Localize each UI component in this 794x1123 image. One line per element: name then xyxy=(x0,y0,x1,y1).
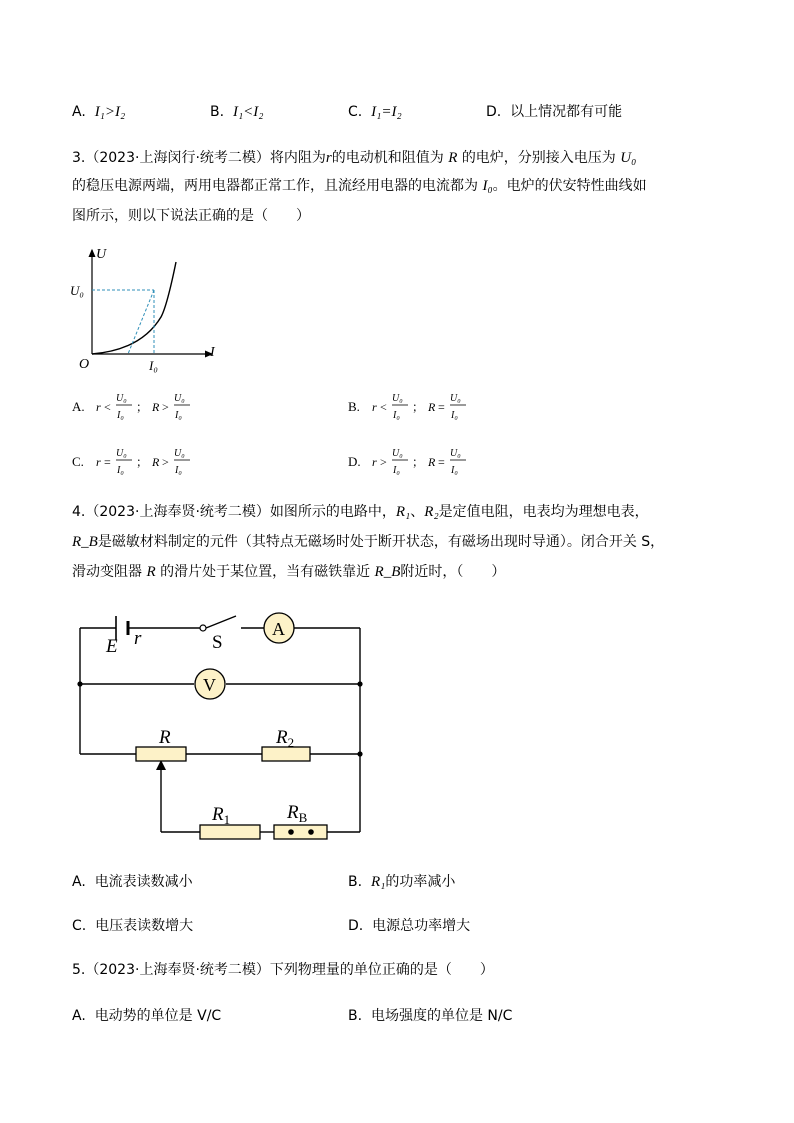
var-r2: R₂ xyxy=(424,504,439,520)
svg-text:I₀: I₀ xyxy=(117,465,124,476)
q4-stem-line-2 xyxy=(72,532,664,552)
svg-text:；: ； xyxy=(412,400,425,414)
q5-stem xyxy=(72,960,494,980)
option-label: B. xyxy=(348,1008,363,1024)
var-U0: U₀ xyxy=(620,150,637,166)
var-I0: I₀ xyxy=(482,178,493,194)
svg-text:r: r xyxy=(96,455,101,469)
q3-iv-graph xyxy=(66,242,226,377)
svg-text:；: ； xyxy=(412,455,425,469)
u0-label: U₀ xyxy=(70,283,84,298)
svg-text:>: > xyxy=(162,400,169,414)
option-text: 的功率减小 xyxy=(385,874,456,890)
option-text: 以上情况都有可能 xyxy=(510,104,623,120)
svg-text:=: = xyxy=(438,400,445,414)
q3-option-a xyxy=(72,393,190,421)
resistor-R2 xyxy=(262,747,310,761)
svg-text:U₀: U₀ xyxy=(116,448,127,459)
switch-blade xyxy=(206,616,236,628)
option-text: 电压表读数增大 xyxy=(95,918,194,934)
q5-option-b xyxy=(348,1006,512,1026)
svg-text:U₀: U₀ xyxy=(174,393,185,404)
stem-text: 的稳压电源两端，两用电器都正常工作，且流经用电器的电流都为 xyxy=(72,178,478,194)
voltmeter-label: V xyxy=(203,675,216,695)
svg-text:R: R xyxy=(152,400,160,414)
rb-dot xyxy=(288,829,294,835)
option-label: A. xyxy=(72,1008,86,1024)
svg-text:r: r xyxy=(96,400,101,414)
stem-text: 。电炉的伏安特性曲线如 xyxy=(492,178,647,194)
var-rb: R_B xyxy=(72,534,98,550)
svg-text:I₀: I₀ xyxy=(451,410,458,421)
i0-label: I₀ xyxy=(149,358,158,373)
question-number: 5. xyxy=(72,962,86,978)
stem-text: 是磁敏材料制定的元件（其特点无磁场时处于断开状态，有磁场出现时导通）。闭合开关 S， xyxy=(97,534,665,550)
svg-text:A.: A. xyxy=(72,399,85,414)
option-label: A. xyxy=(72,874,86,890)
var-r1: R₁ xyxy=(370,874,386,890)
q2-option-b xyxy=(210,102,264,122)
svg-text:U₀: U₀ xyxy=(450,393,461,404)
svg-text:<: < xyxy=(104,400,111,414)
y-axis-label: U xyxy=(96,247,107,262)
option-text: 电动势的单位是 V/C xyxy=(94,1008,222,1024)
stem-text: 将内阻为 xyxy=(269,150,326,166)
label-E: E xyxy=(106,636,118,657)
question-source: （2023·上海奉贤·统考二模） xyxy=(85,504,270,520)
stem-text: 是定值电阻，电表均为理想电表， xyxy=(438,504,649,520)
option-label: D. xyxy=(486,104,502,120)
option-text: I₁>I₂ xyxy=(94,104,126,120)
q2-option-c xyxy=(348,102,402,122)
option-text: 电源总功率增大 xyxy=(372,918,471,934)
question-source: （2023·上海闵行·统考二模） xyxy=(85,150,270,166)
q4-option-b xyxy=(348,872,455,892)
option-text: I₁=I₂ xyxy=(371,104,402,120)
svg-text:<: < xyxy=(380,400,387,414)
svg-text:U₀: U₀ xyxy=(450,448,461,459)
resistor-R1 xyxy=(200,825,260,839)
option-text: I₁<I₂ xyxy=(232,104,264,120)
stem-text: 滑动变阻器 xyxy=(72,564,142,580)
svg-text:=: = xyxy=(104,455,111,469)
option-label: C. xyxy=(72,918,87,934)
q3-stem-line-1 xyxy=(72,148,636,168)
q4-option-d xyxy=(348,916,470,936)
svg-text:I₀: I₀ xyxy=(393,410,400,421)
var-R: R xyxy=(448,150,458,166)
junction-dot xyxy=(77,681,82,686)
label-r: r xyxy=(134,628,142,649)
rb-dot xyxy=(308,829,314,835)
ammeter-label: A xyxy=(272,619,285,639)
magnetic-sensor-RB xyxy=(274,825,327,839)
stem-text: 附近时，（ ） xyxy=(400,564,506,580)
q4-option-a xyxy=(72,872,193,892)
var-rb: R_B xyxy=(374,564,401,580)
option-label: A. xyxy=(72,104,86,120)
label-R: R xyxy=(159,727,171,748)
stem-text: 的电炉，分别接入电压为 xyxy=(461,150,616,166)
svg-text:r: r xyxy=(372,400,377,414)
q4-option-c xyxy=(72,916,193,936)
origin-label: O xyxy=(79,357,90,372)
option-label: C. xyxy=(348,104,363,120)
svg-text:r: r xyxy=(372,455,377,469)
stem-text: 、 xyxy=(410,504,425,520)
label-R2: $R_2$ xyxy=(276,727,295,750)
svg-text:>: > xyxy=(162,455,169,469)
q4-stem-line-1 xyxy=(72,502,649,522)
rheostat-R xyxy=(136,747,186,761)
svg-text:>: > xyxy=(380,455,387,469)
svg-text:=: = xyxy=(438,455,445,469)
junction-dot xyxy=(357,681,362,686)
stem-text: 的滑片处于某位置，当有磁铁靠近 xyxy=(160,564,371,580)
junction-dot xyxy=(357,751,362,756)
q5-option-a xyxy=(72,1006,221,1026)
q4-stem-line-3 xyxy=(72,562,505,582)
q3-stem-line-2 xyxy=(72,176,647,196)
x-axis-label: I xyxy=(210,345,215,360)
var-r: r xyxy=(325,150,332,166)
stem-text: 的电动机和阻值为 xyxy=(331,150,444,166)
var-R: R xyxy=(146,564,156,580)
label-S: S xyxy=(212,632,223,653)
svg-text:R: R xyxy=(152,455,160,469)
q3-option-c xyxy=(72,448,190,476)
svg-text:I₀: I₀ xyxy=(175,410,182,421)
option-label: B. xyxy=(348,874,363,890)
q2-option-d xyxy=(486,102,622,122)
svg-text:I₀: I₀ xyxy=(175,465,182,476)
stem-text: 如图所示的电路中， xyxy=(269,504,396,520)
svg-text:；: ； xyxy=(136,455,149,469)
option-label: D. xyxy=(348,918,364,934)
svg-text:I₀: I₀ xyxy=(393,465,400,476)
question-number: 3. xyxy=(72,150,86,166)
q2-option-a xyxy=(72,102,125,122)
label-R1: $R_1$ xyxy=(212,804,231,827)
option-label: B. xyxy=(210,104,225,120)
svg-text:；: ； xyxy=(136,400,149,414)
svg-text:I₀: I₀ xyxy=(451,465,458,476)
q3-option-d xyxy=(348,448,466,476)
question-number: 4. xyxy=(72,504,86,520)
option-text: 电流表读数减小 xyxy=(94,874,193,890)
svg-text:I₀: I₀ xyxy=(117,410,124,421)
svg-text:U₀: U₀ xyxy=(392,448,403,459)
stem-text: 下列物理量的单位正确的是（ ） xyxy=(269,962,494,978)
svg-text:R: R xyxy=(428,455,436,469)
svg-text:U₀: U₀ xyxy=(174,448,185,459)
svg-text:D.: D. xyxy=(348,454,361,469)
var-r1: R₁ xyxy=(395,504,411,520)
iv-curve xyxy=(92,262,176,354)
q3-option-b xyxy=(348,393,466,421)
question-source: （2023·上海奉贤·统考二模） xyxy=(85,962,270,978)
label-RB: $R_B$ xyxy=(287,802,308,825)
q3-options xyxy=(66,384,496,484)
option-text: 电场强度的单位是 N/C xyxy=(370,1008,513,1024)
stem-text: 图所示，则以下说法正确的是（ ） xyxy=(72,208,310,224)
svg-text:C.: C. xyxy=(72,454,84,469)
svg-text:B.: B. xyxy=(348,399,360,414)
switch-pivot xyxy=(200,625,206,631)
q3-stem-line-3 xyxy=(72,206,310,226)
svg-text:U₀: U₀ xyxy=(392,393,403,404)
q4-circuit-diagram xyxy=(66,606,376,842)
svg-text:R: R xyxy=(428,400,436,414)
svg-text:U₀: U₀ xyxy=(116,393,127,404)
